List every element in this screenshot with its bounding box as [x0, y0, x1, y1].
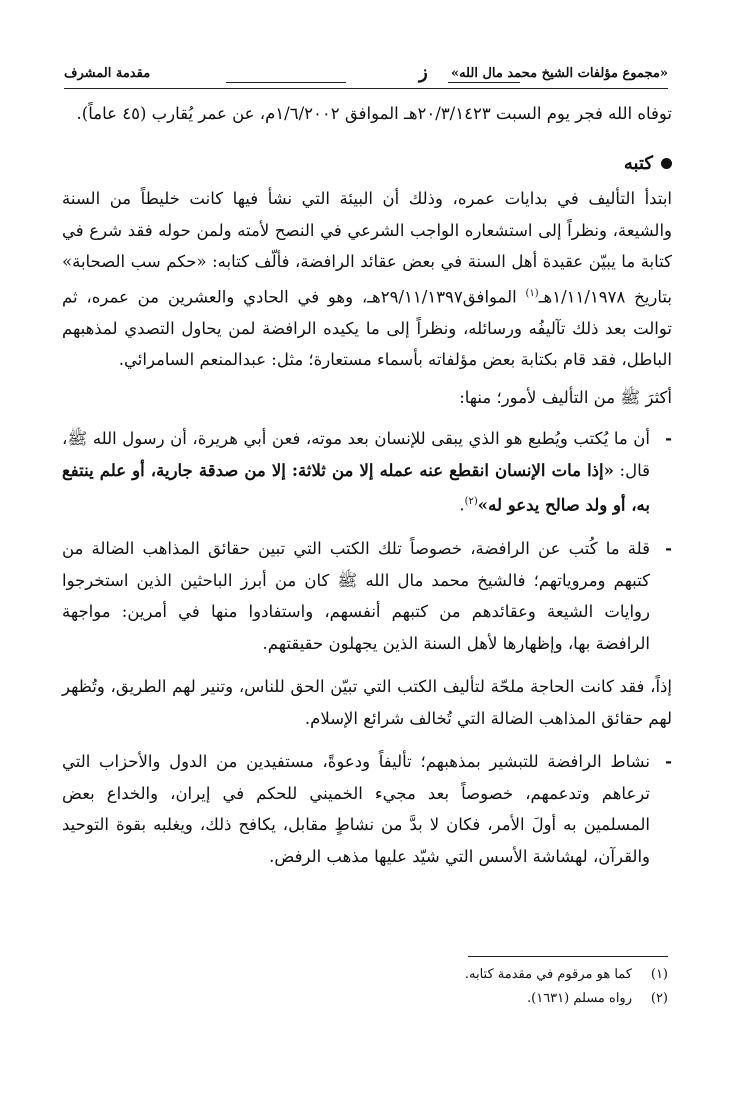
page-number: ز [419, 62, 428, 83]
item-text: قلة ما كُتب عن الرافضة، خصوصاً تلك الكتب التي تبين حقائق المذاهب الضالة من كتبهم ومروياتهم؛ فالشيخ محمد مال الله ﷺ كان من أبرز الباحثين الذين استخرجوا روايات الشيعة وعقائدهم من كتبهم أنفسهم، واستفادوا منها في أمرين: مواجهة الرافضة بها، وإظهارها لأهل السنة الذين يجهلون حقيقتهم. [62, 539, 650, 653]
list-item [62, 533, 672, 659]
item-text: نشاط الرافضة للتبشير بمذهبهم؛ تأليفاً ودعوةً، مستفيدين من الدول والأحزاب التي ترعاهم وتدعمهم، خصوصاً بعد مجيء الخميني للحكم في إيران، والخداع بعض المسلمين به أولَ الأمر، فكان لا بدَّ من نشاطٍ مقابل، يكافح ذلك، ويغلبه بقوة التوحيد والقرآن، لهشاشة الأسس التي شيّد عليها مذهب الرفض. [62, 752, 650, 866]
paragraph-text: ابتدأ التأليف في بدايات عمره، وذلك أن البيئة التي نشأ فيها كانت خليطاً من السنة والشيعة، ونظراً إلى استشعاره الواجب الشرعي في النصح لأمته ولمن حوله فقد شرع في كتابة ما يبيّن عقيدة أهل السنة في بعض عقائد الرافضة، فألّف كتابه: «حكم سب الصحابة» بتاريخ ١/١١/١٩٧٨هـ [62, 189, 672, 306]
footnote-text: كما هو مرقوم في مقدمة كتابه. [464, 967, 632, 982]
header-rule-segment [226, 82, 346, 83]
header-section-name: مقدمة المشرف [64, 66, 151, 81]
footnote-text: رواه مسلم (١٦٣١). [527, 991, 632, 1006]
footnote-number: (١) [650, 967, 668, 982]
footnote-number: (٢) [650, 991, 668, 1006]
footnote-ref[interactable]: (٢) [464, 496, 478, 507]
section-title: كتبه [623, 152, 653, 174]
dash-bullet: - [665, 752, 672, 771]
paragraph [62, 183, 672, 376]
footnote-item [288, 987, 668, 1011]
header-rule [64, 88, 668, 89]
header-book-title: «مجموع مؤلفات الشيخ محمد مال الله» [450, 66, 668, 81]
list-item [62, 746, 672, 872]
footnote-item [288, 963, 668, 987]
page-body [62, 98, 672, 884]
dash-bullet: - [665, 429, 672, 448]
header-rule-segment [448, 82, 520, 83]
item-text: . [459, 495, 465, 515]
footnotes [288, 956, 668, 1011]
section-heading [62, 148, 672, 180]
item-text: أن ما يُكتب ويُطبع هو الذي يبقى للإنسان بعد موته، فعن أبي هريرة، أن رسول الله ﷺ، قال: [62, 429, 650, 480]
running-header [64, 62, 668, 86]
dash-bullet: - [665, 539, 672, 558]
footnote-rule [468, 956, 668, 957]
intro-paragraph [62, 98, 672, 130]
hadith-quote: «إذا مات الإنسان انقطع عنه عمله إلا من ثلاثة: إلا من صدقة جارية، أو علم ينتفع به، أو ولد صالح يدعو له» [62, 460, 650, 515]
intro-line: يُقارب (٤٥ عاماً). [76, 104, 194, 123]
footnote-ref[interactable]: (١) [525, 287, 539, 299]
intro-line: توفاه الله فجر يوم السبت ٢٠/٣/١٤٢٣هـ الموافق ١/٦/٢٠٠٢م، عن عمر [198, 104, 672, 123]
list-lead: أكثرَ ﷺ من التأليف لأمور؛ منها: [459, 387, 672, 407]
paragraph-text: الموافق٢٩/١١/١٣٩٧هـ، وهو في الحادي والعشرين من عمره، ثم توالت بعد ذلك تآليفُه ورسائله، ونظراً إلى ما يكيده الرافضة لمن يحاول التصدي لمذهبهم الباطل، فقد قام بكتابة بعض مؤلفاته بأسماء مستعارة؛ مثل: عبدالمنعم السامرائي. [62, 287, 672, 369]
list-item [62, 423, 672, 521]
paragraph: إذاً، فقد كانت الحاجة ملحّة لتأليف الكتب التي تبيّن الحق للناس، وتنير لهم الطريق، وتُظهر لهم حقائق المذاهب الضالة التي تُخالف شرائع الإسلام. [62, 677, 672, 728]
bullet-dot-icon [661, 158, 672, 169]
